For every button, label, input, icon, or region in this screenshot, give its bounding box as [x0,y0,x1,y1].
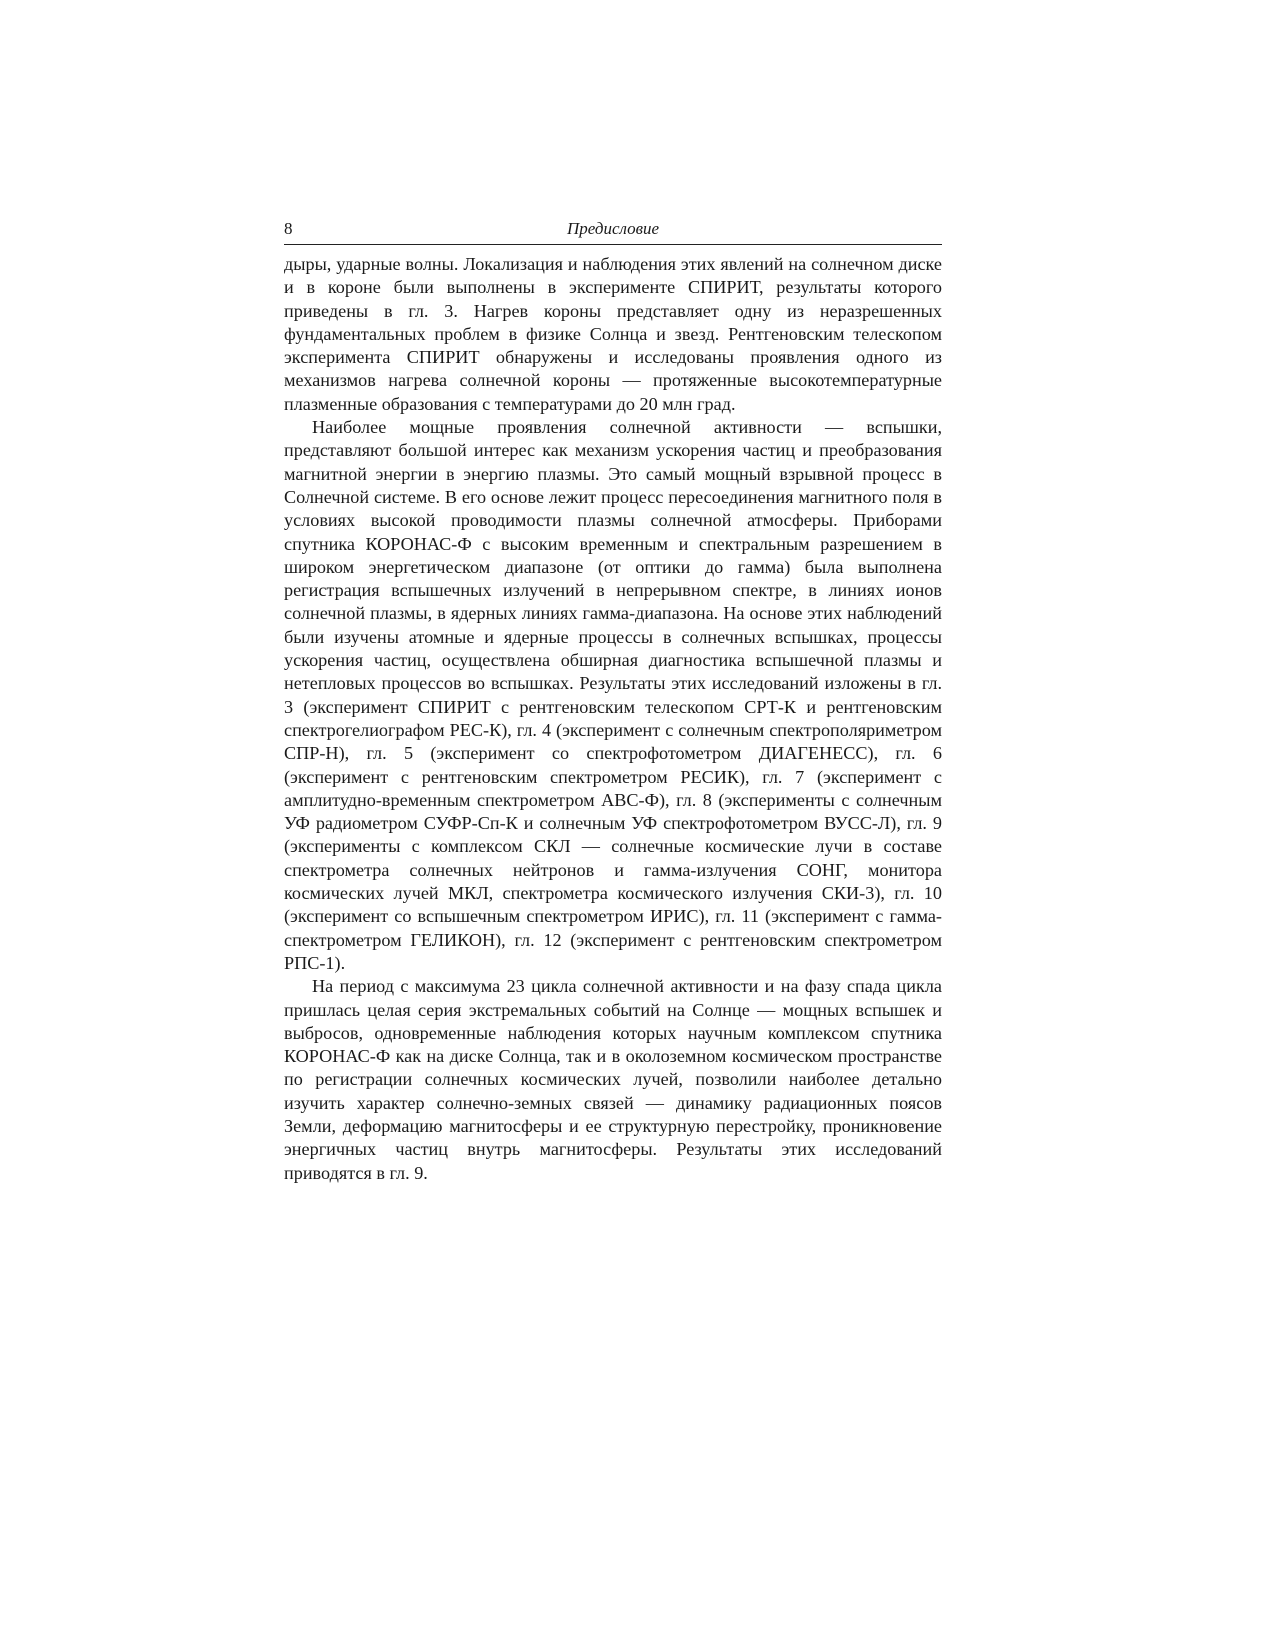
paragraph: На период с максимума 23 цикла солнечной активности и на фазу спада цикла пришлась целая серия экстремальных событий на Солнце — мощных вспышек и выбросов, одновременные наблюдения которых научным комплексом спутника КОРОНАС-Ф как на диске Солнца, так и в околоземном космическом пространстве по регистрации солнечных космических лучей, позволили наиболее детально изучить характер солнечно-земных связей — динамику радиационных поясов Земли, деформацию магнитосферы и ее структурную перестройку, проникновение энергичных частиц внутрь магнитосферы. Результаты этих исследований приводятся в гл. 9. [284,976,942,1183]
running-head [284,218,942,245]
paragraph: Наиболее мощные проявления солнечной активности — вспышки, представляют большой интерес как механизм ускорения частиц и преобразования магнитной энергии в энергию плазмы. Это самый мощный взрывной процесс в Солнечной системе. В его основе лежит процесс пересоединения магнитного поля в условиях высокой проводимости плазмы солнечной атмосферы. Приборами спутника КОРОНАС-Ф с высоким временным и спектральным разрешением в широком энергетическом диапазоне (от оптики до гамма) была выполнена регистрация вспышечных излучений в непрерывном спектре, в линиях ионов солнечной плазмы, в ядерных линиях гамма-диапазона. На основе этих наблюдений были изучены атомные и ядерные процессы в солнечных вспышках, процессы ускорения частиц, осуществлена обширная диагностика вспышечной плазмы и нетепловых процессов во вспышках. Результаты этих исследований изложены в гл. 3 (эксперимент СПИРИТ с рентгеновским телескопом СРТ-К и рентгеновским спектрогелиографом РЕС-К), гл. 4 (эксперимент с солнечным спектрополяриметром СПР-Н), гл. 5 (эксперимент со спектрофотометром ДИАГЕНЕСС), гл. 6 (эксперимент с рентгеновским спектрометром РЕСИК), гл. 7 (эксперимент с амплитудно-временным спектрометром АВС-Ф), гл. 8 (эксперименты с солнечным УФ радиометром СУФР-Сп-К и солнечным УФ спектрофотометром ВУСС-Л), гл. 9 (эксперименты с комплексом СКЛ — солнечные космические лучи в составе спектрометра солнечных нейтронов и гамма-излучения СОНГ, монитора космических лучей МКЛ, спектрометра космического излучения СКИ-3), гл. 10 (эксперимент со вспышечным спектрометром ИРИС), гл. 11 (эксперимент с гамма-спектрометром ГЕЛИКОН), гл. 12 (эксперимент с рентгеновским спектрометром РПС-1). [284,417,942,973]
page-number: 8 [284,219,293,238]
book-page [284,218,942,1185]
body-text [284,253,942,1185]
section-title: Предисловие [566,219,660,238]
paragraph-continued: дыры, ударные волны. Локализация и наблюдения этих явлений на солнечном диске и в короне были выполнены в эксперименте СПИРИТ, результаты которого приведены в гл. 3. Нагрев короны представляет одну из неразрешенных фундаментальных проблем в физике Солнца и звезд. Рентгеновским телескопом эксперимента СПИРИТ обнаружены и исследованы проявления одного из механизмов нагрева солнечной короны — протяженные высокотемпературные плазменные образования с температурами до 20 млн град. [284,254,942,414]
